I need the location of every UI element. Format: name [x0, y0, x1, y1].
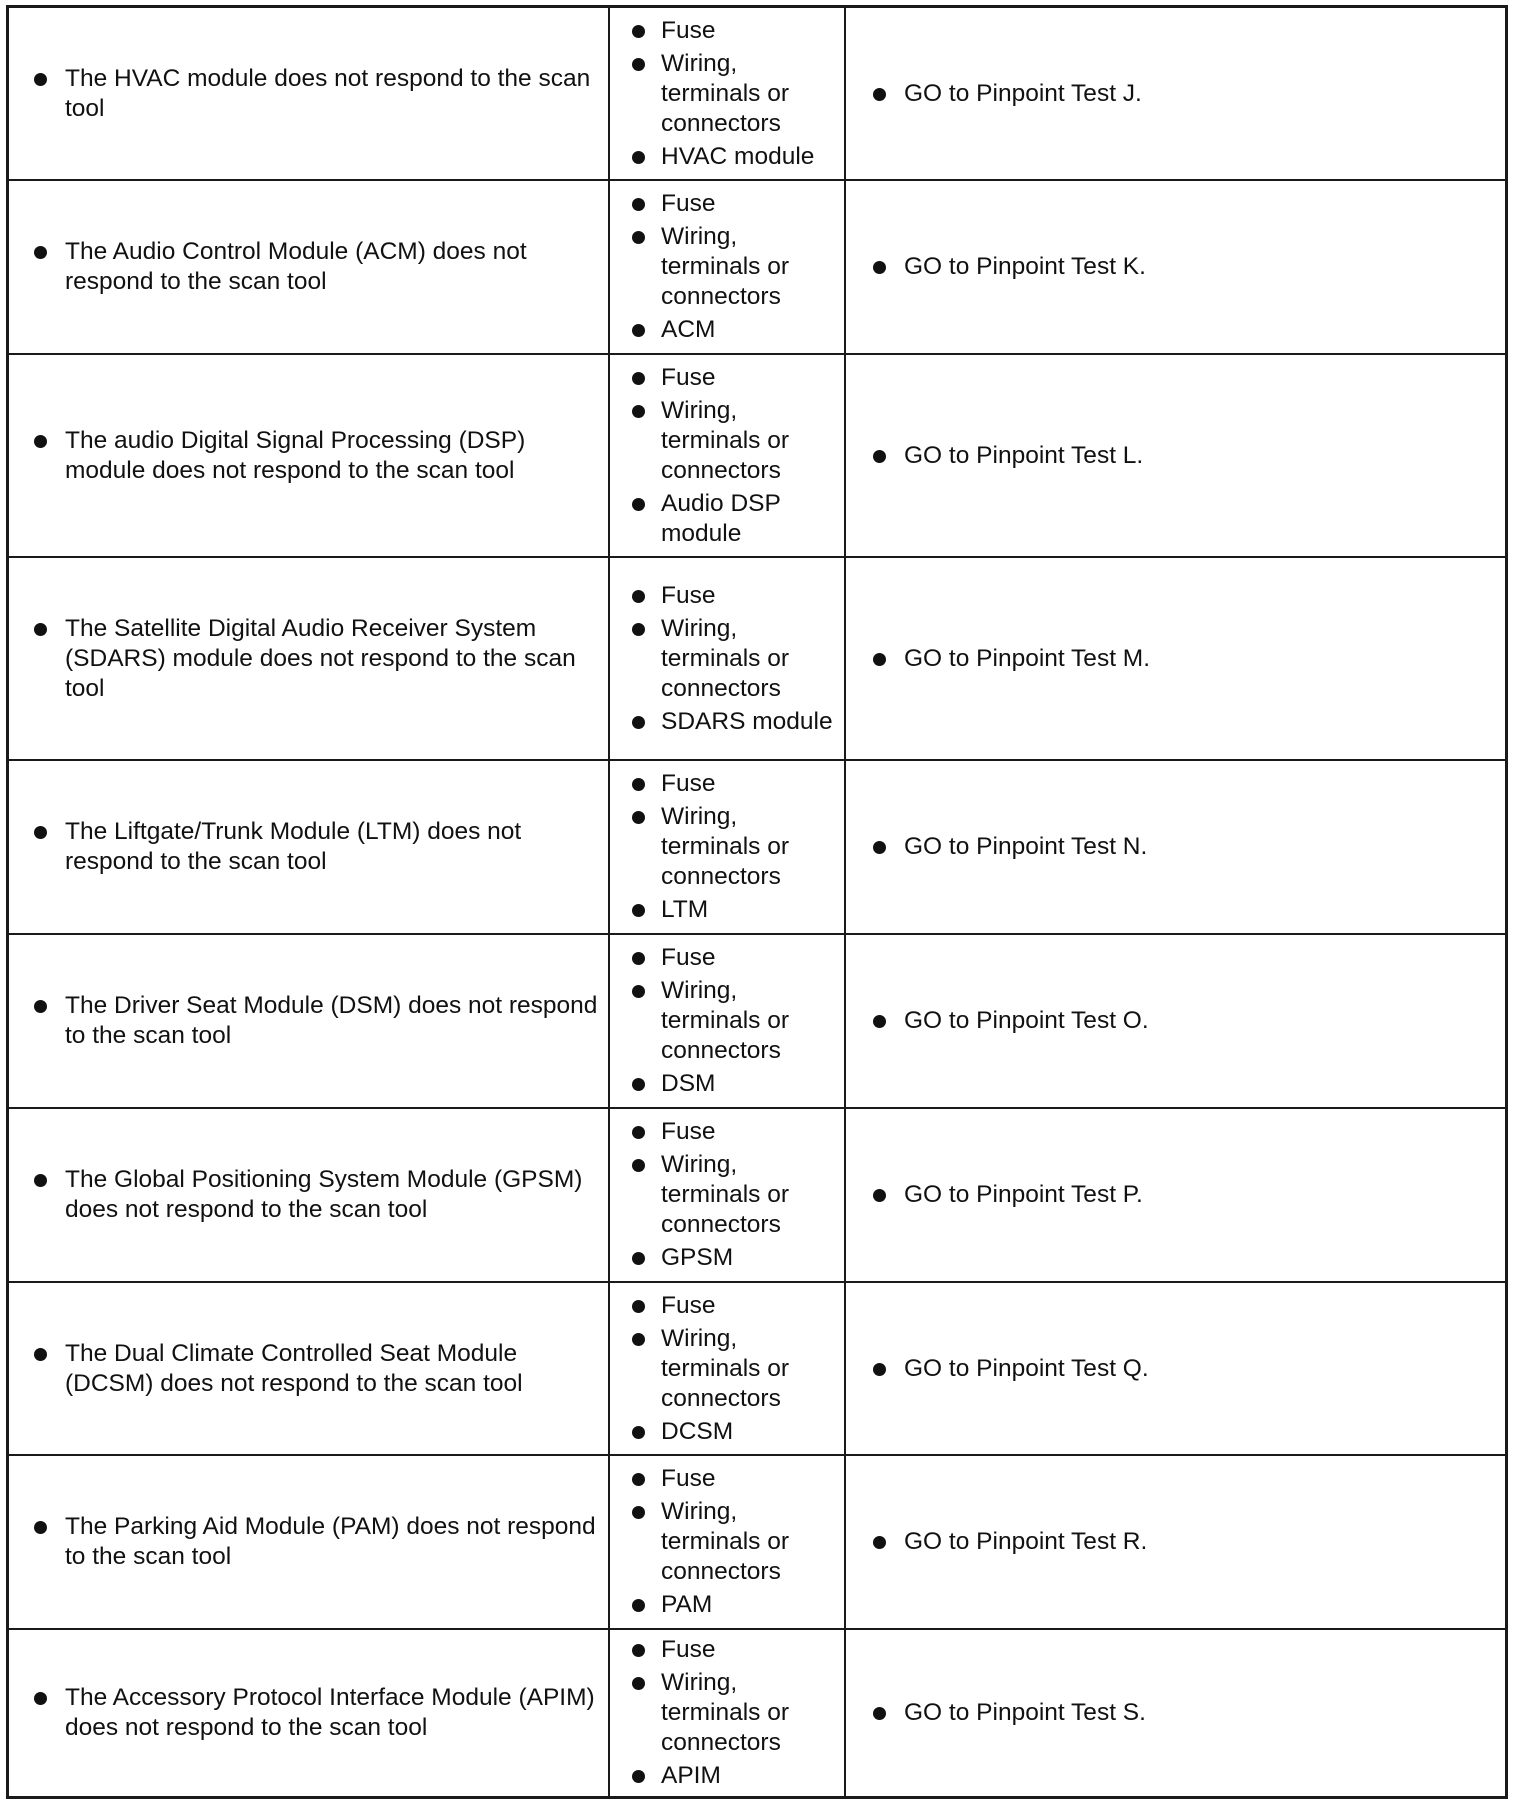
source-item — [632, 1464, 838, 1494]
bullet-icon — [632, 1426, 645, 1439]
action-text: GO to Pinpoint Test S. — [904, 1699, 1146, 1726]
source-item — [632, 1761, 838, 1791]
bullet-icon — [34, 826, 47, 839]
source-text: Fuse — [661, 770, 716, 797]
possible-sources-cell — [610, 8, 846, 179]
bullet-icon — [632, 904, 645, 917]
condition-item — [34, 1339, 598, 1399]
bullet-icon — [873, 1536, 886, 1549]
action-item — [873, 1354, 1495, 1384]
condition-cell — [9, 181, 610, 353]
source-item — [632, 1243, 838, 1273]
source-item — [632, 943, 838, 973]
source-text: APIM — [661, 1762, 721, 1789]
source-item — [632, 396, 838, 486]
action-item — [873, 1006, 1495, 1036]
source-item — [632, 707, 838, 737]
source-item — [632, 363, 838, 393]
condition-text: The Parking Aid Module (PAM) does not respond to the scan tool — [65, 1513, 596, 1570]
possible-sources-cell — [610, 1283, 846, 1454]
bullet-icon — [632, 778, 645, 791]
possible-sources-cell — [610, 1109, 846, 1281]
source-item — [632, 142, 838, 172]
bullet-icon — [34, 246, 47, 259]
source-text: Fuse — [661, 1636, 716, 1663]
possible-sources-cell — [610, 181, 846, 353]
condition-item — [34, 1165, 598, 1225]
table-row — [9, 181, 1505, 355]
source-item — [632, 1417, 838, 1447]
condition-cell — [9, 761, 610, 933]
action-item — [873, 252, 1495, 282]
bullet-icon — [632, 151, 645, 164]
bullet-icon — [873, 1189, 886, 1202]
table-row — [9, 761, 1505, 935]
condition-text: The Liftgate/Trunk Module (LTM) does not respond to the scan tool — [65, 818, 522, 875]
bullet-icon — [632, 716, 645, 729]
bullet-icon — [873, 1015, 886, 1028]
action-cell — [846, 1630, 1505, 1796]
bullet-icon — [34, 435, 47, 448]
bullet-icon — [632, 405, 645, 418]
action-cell — [846, 558, 1505, 759]
bullet-icon — [632, 25, 645, 38]
source-item — [632, 581, 838, 611]
condition-text: The Dual Climate Controlled Seat Module (DCSM) does not respond to the scan tool — [65, 1339, 523, 1397]
table-row — [9, 558, 1505, 761]
bullet-icon — [632, 1677, 645, 1690]
condition-item — [34, 426, 598, 486]
source-text: DCSM — [661, 1417, 734, 1445]
source-item — [632, 1069, 838, 1099]
possible-sources-cell — [610, 1630, 846, 1796]
bullet-icon — [34, 1692, 47, 1705]
action-item — [873, 79, 1495, 109]
bullet-icon — [632, 1473, 645, 1486]
condition-cell — [9, 935, 610, 1107]
bullet-icon — [632, 811, 645, 824]
action-cell — [846, 355, 1505, 556]
source-text: Fuse — [661, 1465, 716, 1492]
symptom-chart-table — [6, 5, 1508, 1799]
source-text: SDARS module — [661, 707, 833, 735]
action-cell — [846, 935, 1505, 1107]
source-text: ACM — [661, 316, 716, 343]
source-text: Fuse — [661, 190, 716, 217]
source-text: Wiring, terminals or connectors — [661, 1669, 789, 1756]
possible-sources-cell — [610, 761, 846, 933]
condition-text: The Satellite Digital Audio Receiver System (SDARS) module does not respond to the scan tool — [65, 614, 576, 702]
condition-text: The Accessory Protocol Interface Module (APIM) does not respond to the scan tool — [65, 1684, 595, 1741]
bullet-icon — [34, 1000, 47, 1013]
bullet-icon — [632, 1300, 645, 1313]
condition-cell — [9, 1283, 610, 1454]
source-item — [632, 1324, 838, 1414]
source-text: Fuse — [661, 16, 716, 44]
source-item — [632, 1291, 838, 1321]
table-row — [9, 1109, 1505, 1283]
bullet-icon — [632, 952, 645, 965]
table-row — [9, 1456, 1505, 1630]
action-item — [873, 832, 1495, 862]
condition-item — [34, 817, 598, 877]
possible-sources-cell — [610, 1456, 846, 1628]
table-row — [9, 355, 1505, 558]
source-item — [632, 1150, 838, 1240]
bullet-icon — [632, 1599, 645, 1612]
source-text: Fuse — [661, 1118, 716, 1145]
condition-item — [34, 1512, 598, 1572]
bullet-icon — [873, 841, 886, 854]
condition-text: The audio Digital Signal Processing (DSP) module does not respond to the scan tool — [65, 426, 526, 484]
bullet-icon — [632, 1078, 645, 1091]
source-item — [632, 1668, 838, 1758]
bullet-icon — [34, 1348, 47, 1361]
source-item — [632, 895, 838, 925]
source-text: Wiring, terminals or connectors — [661, 396, 789, 484]
condition-cell — [9, 8, 610, 179]
condition-cell — [9, 1630, 610, 1796]
bullet-icon — [632, 1252, 645, 1265]
bullet-icon — [873, 450, 886, 463]
action-text: GO to Pinpoint Test N. — [904, 833, 1148, 860]
bullet-icon — [34, 73, 47, 86]
bullet-icon — [873, 1363, 886, 1376]
action-text: GO to Pinpoint Test L. — [904, 441, 1144, 469]
condition-item — [34, 614, 598, 704]
bullet-icon — [632, 1333, 645, 1346]
source-text: Audio DSP module — [661, 489, 781, 547]
table-row — [9, 8, 1505, 181]
source-text: Wiring, terminals or connectors — [661, 614, 789, 702]
source-text: Wiring, terminals or connectors — [661, 49, 789, 137]
source-text: Fuse — [661, 944, 716, 971]
source-text: Wiring, terminals or connectors — [661, 1498, 789, 1585]
source-item — [632, 614, 838, 704]
source-item — [632, 1497, 838, 1587]
table-row — [9, 1283, 1505, 1456]
condition-text: The Audio Control Module (ACM) does not respond to the scan tool — [65, 238, 527, 295]
action-item — [873, 1527, 1495, 1557]
bullet-icon — [873, 653, 886, 666]
source-text: LTM — [661, 896, 709, 923]
source-item — [632, 769, 838, 799]
bullet-icon — [632, 324, 645, 337]
bullet-icon — [632, 372, 645, 385]
action-cell — [846, 761, 1505, 933]
source-text: PAM — [661, 1591, 713, 1618]
source-text: Fuse — [661, 1291, 716, 1319]
condition-text: The Driver Seat Module (DSM) does not respond to the scan tool — [65, 992, 598, 1049]
source-text: DSM — [661, 1070, 716, 1097]
action-item — [873, 1698, 1495, 1728]
source-text: GPSM — [661, 1244, 734, 1271]
source-item — [632, 1635, 838, 1665]
possible-sources-cell — [610, 558, 846, 759]
action-text: GO to Pinpoint Test O. — [904, 1007, 1149, 1034]
source-text: Wiring, terminals or connectors — [661, 223, 789, 310]
bullet-icon — [632, 58, 645, 71]
source-item — [632, 49, 838, 139]
source-item — [632, 1117, 838, 1147]
source-text: Wiring, terminals or connectors — [661, 803, 789, 890]
condition-item — [34, 991, 598, 1051]
source-item — [632, 1590, 838, 1620]
action-text: GO to Pinpoint Test M. — [904, 644, 1151, 672]
source-item — [632, 489, 838, 549]
source-item — [632, 315, 838, 345]
bullet-icon — [34, 623, 47, 636]
condition-cell — [9, 558, 610, 759]
table-row — [9, 935, 1505, 1109]
action-cell — [846, 181, 1505, 353]
action-text: GO to Pinpoint Test K. — [904, 253, 1146, 280]
source-text: Fuse — [661, 363, 716, 391]
bullet-icon — [632, 623, 645, 636]
table-row — [9, 1630, 1505, 1796]
action-item — [873, 1180, 1495, 1210]
action-item — [873, 441, 1495, 471]
action-cell — [846, 8, 1505, 179]
condition-item — [34, 64, 598, 124]
action-text: GO to Pinpoint Test Q. — [904, 1354, 1149, 1382]
bullet-icon — [34, 1174, 47, 1187]
bullet-icon — [632, 590, 645, 603]
condition-item — [34, 237, 598, 297]
bullet-icon — [632, 1644, 645, 1657]
condition-cell — [9, 1109, 610, 1281]
bullet-icon — [632, 985, 645, 998]
source-item — [632, 222, 838, 312]
source-text: Wiring, terminals or connectors — [661, 1151, 789, 1238]
action-item — [873, 644, 1495, 674]
bullet-icon — [632, 498, 645, 511]
bullet-icon — [632, 1770, 645, 1783]
action-text: GO to Pinpoint Test R. — [904, 1528, 1148, 1555]
possible-sources-cell — [610, 935, 846, 1107]
action-text: GO to Pinpoint Test P. — [904, 1181, 1143, 1208]
condition-cell — [9, 1456, 610, 1628]
condition-text: The HVAC module does not respond to the scan tool — [65, 64, 591, 122]
possible-sources-cell — [610, 355, 846, 556]
bullet-icon — [34, 1521, 47, 1534]
bullet-icon — [632, 231, 645, 244]
bullet-icon — [873, 261, 886, 274]
source-text: HVAC module — [661, 142, 815, 170]
condition-item — [34, 1683, 598, 1743]
bullet-icon — [632, 198, 645, 211]
bullet-icon — [632, 1126, 645, 1139]
condition-text: The Global Positioning System Module (GPSM) does not respond to the scan tool — [65, 1166, 583, 1223]
source-item — [632, 189, 838, 219]
source-item — [632, 802, 838, 892]
action-cell — [846, 1109, 1505, 1281]
bullet-icon — [632, 1506, 645, 1519]
source-text: Fuse — [661, 581, 716, 609]
bullet-icon — [632, 1159, 645, 1172]
condition-cell — [9, 355, 610, 556]
source-item — [632, 976, 838, 1066]
source-text: Wiring, terminals or connectors — [661, 977, 789, 1064]
action-text: GO to Pinpoint Test J. — [904, 79, 1142, 107]
source-item — [632, 16, 838, 46]
action-cell — [846, 1283, 1505, 1454]
bullet-icon — [873, 88, 886, 101]
action-cell — [846, 1456, 1505, 1628]
bullet-icon — [873, 1707, 886, 1720]
source-text: Wiring, terminals or connectors — [661, 1324, 789, 1412]
